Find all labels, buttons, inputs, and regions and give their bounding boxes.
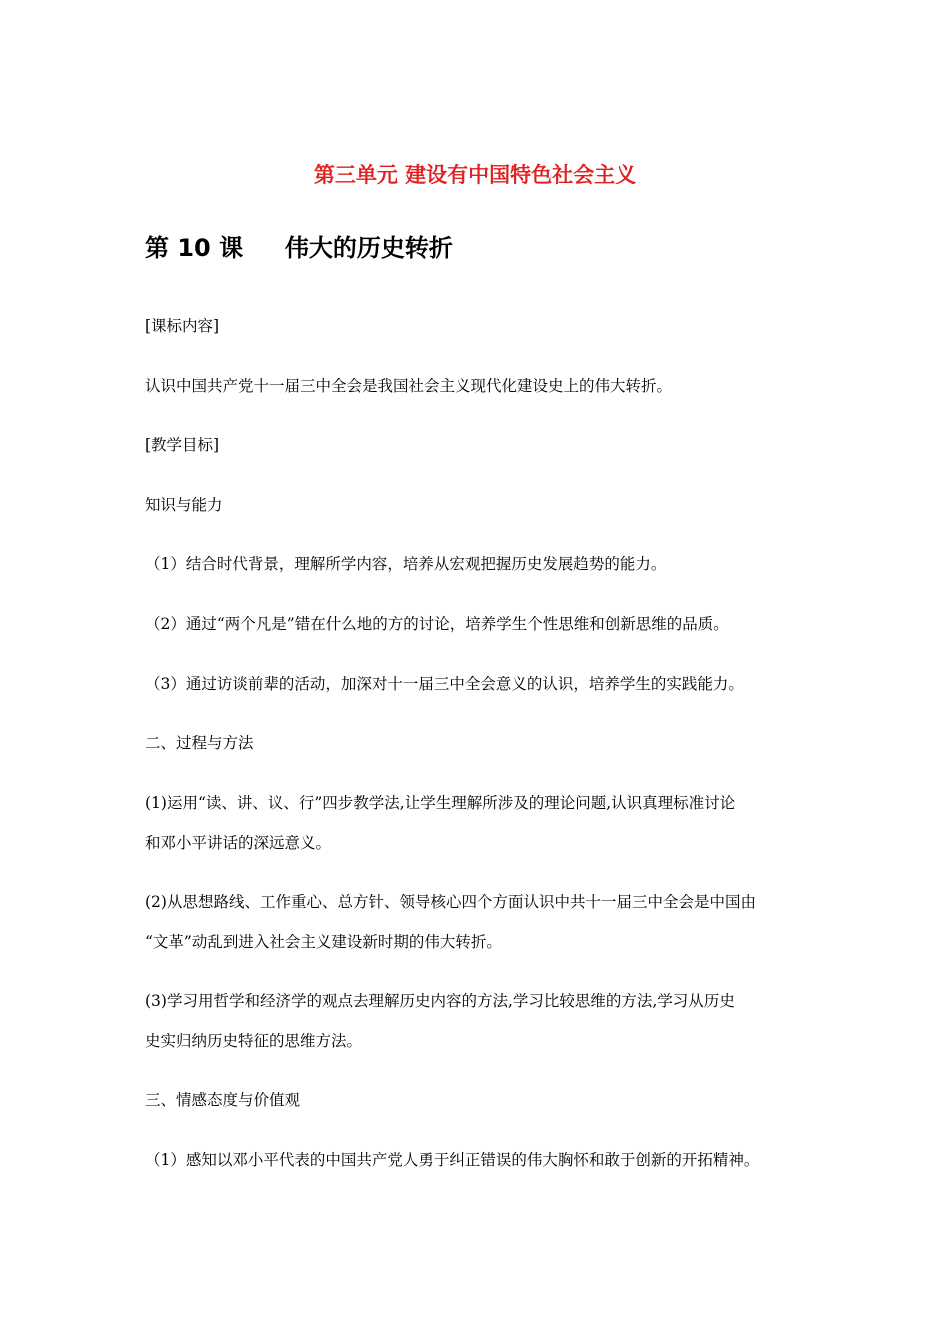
process-item-2-line-1: (2)从思想路线、工作重心、总方针、领导核心四个方面认识中共十一届三中全会是中国由 [145,893,756,911]
heading-attitude-values: 三、情感态度与价值观 [145,1091,301,1109]
heading-knowledge-ability: 知识与能力 [145,496,223,514]
process-item-3-line-1: (3)学习用哲学和经济学的观点去理解历史内容的方法,学习比较思维的方法,学习从历史 [145,992,735,1010]
lesson-title [145,230,453,266]
process-item-1-line-1: (1)运用“读、讲、议、行”四步教学法,让学生理解所涉及的理论问题,认识真理标准讨论 [145,794,736,812]
section-label-curriculum: [课标内容] [145,317,220,335]
section-label-objectives: [教学目标] [145,436,220,454]
process-item-1-line-2: 和邓小平讲话的深远意义。 [145,834,332,852]
heading-process-method: 二、过程与方法 [145,734,254,752]
lesson-name: 伟大的历史转折 [284,234,453,262]
process-item-3-line-2: 史实归纳历史特征的思维方法。 [145,1032,363,1050]
knowledge-item-2: （2）通过“两个凡是”错在什么地的方的讨论，培养学生个性思维和创新思维的品质。 [145,615,729,633]
attitude-item-1: （1）感知以邓小平代表的中国共产党人勇于纠正错误的伟大胸怀和敢于创新的开拓精神。 [145,1151,760,1169]
knowledge-item-1: （1）结合时代背景，理解所学内容，培养从宏观把握历史发展趋势的能力。 [145,555,667,573]
curriculum-text: 认识中国共产党十一届三中全会是我国社会主义现代化建设史上的伟大转折。 [145,377,673,395]
lesson-number: 第 10 课 [145,234,244,262]
knowledge-item-3: （3）通过访谈前辈的活动，加深对十一届三中全会意义的认识，培养学生的实践能力。 [145,675,744,693]
process-item-2-line-2: “文革”动乱到进入社会主义建设新时期的伟大转折。 [145,933,502,951]
unit-title: 第三单元 建设有中国特色社会主义 [313,163,637,187]
